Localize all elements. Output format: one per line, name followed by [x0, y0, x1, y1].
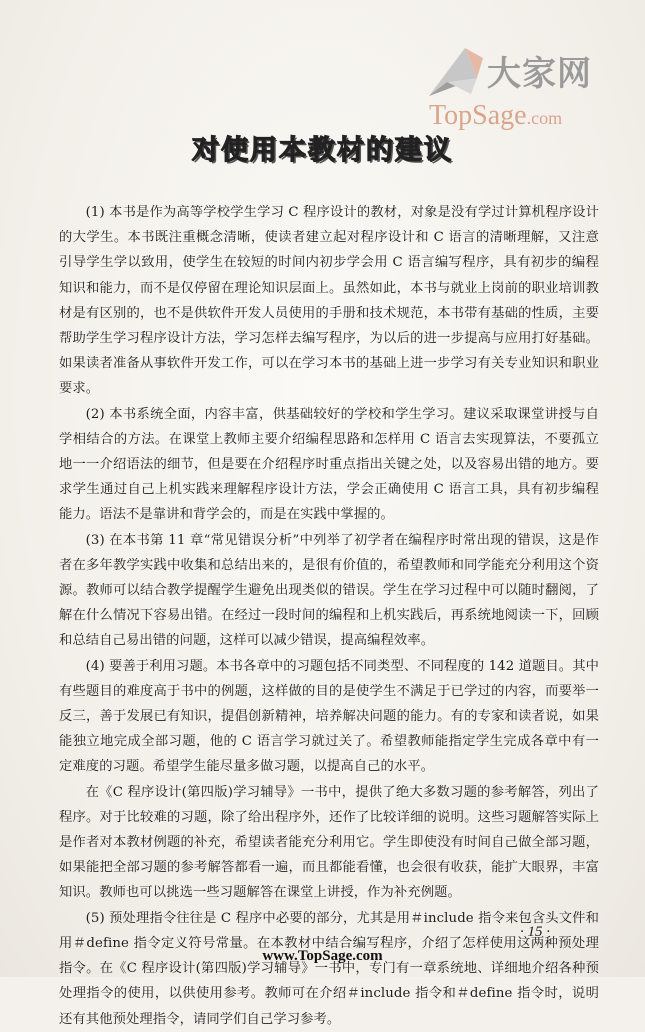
paragraph-4: (4) 要善于利用习题。本书各章中的习题包括不同类型、不同程度的 142 道题目。其中有些题目的难度高于书中的例题，这样做的目的是使学生不满足于已学过的内容，而要举一反三，善于发展已有知识，提倡创新精神，培养解决问题的能力。有的专家和读者说，如果能独立地完成全部习题，他的 C 语言学习就过关了。希望教师能指定学生完成各章中有一定难度的习题。希望学生能尽量多做习题，以提高自己的水平。	[59, 658, 599, 775]
watermark-domain-suffix: .com	[526, 108, 563, 128]
paragraph-3: (3) 在本书第 11 章“常见错误分析”中列举了初学者在编程序时常出现的错误，这是作者在多年教学实践中收集和总结出来的，是很有价值的，希望教师和同学能充分利用这个资源。教师可以结合教学提醒学生避免出现类似的错误。学生在学习过程中可以随时翻阅，了解在什么情况下容易出错。在经过一段时间的编程和上机实践后，再系统地阅读一下，回顾和总结自己易出错的问题，这样可以减少错误，提高编程效率。	[59, 532, 599, 649]
topsage-logo-icon	[425, 42, 487, 100]
paragraph-1: (1) 本书是作为高等学校学生学习 C 程序设计的教材，对象是没有学过计算机程序设计的大学生。本书既注重概念清晰，使读者建立起对程序设计和 C 语言的清晰理解，又注意引导学生学以致用，使学生在较短的时间内初步学会用 C 语言编写程序，具有初步的编程知识和能力，而不是仅停留在理论知识层面上。虽然如此，本书与就业上岗前的职业培训教材是有区别的，也不是供软件开发人员使用的手册和技术规范，本书带有基础的性质，主要帮助学生学习程序设计方法，学习怎样去编写程序，为以后的进一步提高与应用打好基础。如果读者准备从事软件开发工作，可以在学习本书的基础上进一步学习有关专业知识和职业要求。	[59, 205, 599, 397]
watermark-chinese-name: 大家网	[487, 54, 592, 94]
page-number: · 15 ·	[520, 924, 550, 940]
watermark-brand: TopSage	[429, 100, 527, 131]
paragraph-6: (5) 预处理指令往往是 C 程序中必要的部分，尤其是用＃include 指令来包含头文件和用＃define 指令定义符号常量。在本教材中结合编写程序，介绍了怎样使用这两种预处理指令。在《C 程序设计(第四版)学习辅导》一书中，专门有一章系统地、详细地介绍各种预处理指令的使用，以供使用参考。教师可在介绍＃include 指令和＃define 指令时，说明还有其他预处理指令，请同学们自己学习参考。	[59, 910, 599, 1027]
paragraph-2: (2) 本书系统全面，内容丰富，供基础较好的学校和学生学习。建议采取课堂讲授与自学相结合的方法。在课堂上教师主要介绍编程思路和怎样用 C 语言去实现算法，不要孤立地一一介绍语法的细节，但是要在介绍程序时重点指出关键之处，以及容易出错的地方。要求学生通过自己上机实践来理解程序设计方法，学会正确使用 C 语言工具，具有初步编程能力。语法不是靠讲和背学会的，而是在实践中掌握的。	[59, 406, 599, 523]
watermark-logo	[425, 30, 635, 140]
paragraph-5: 在《C 程序设计(第四版)学习辅导》一书中，提供了绝大多数习题的参考解答，列出了程序。对于比较难的习题，除了给出程序外，还作了比较详细的说明。这些习题解答实际上是作者对本教材例题的补充，希望读者能充分利用它。学生即使没有时间自己做全部习题，如果能把全部习题的参考解答都看一遍，而且都能看懂，也会很有收获，能扩大眼界，丰富知识。教师也可以挑选一些习题解答在课堂上讲授，作为补充例题。	[59, 784, 599, 901]
body-text	[59, 200, 599, 1032]
page-title: 对使用本教材的建议	[192, 135, 453, 166]
footer-url: www.TopSage.com	[262, 948, 383, 964]
